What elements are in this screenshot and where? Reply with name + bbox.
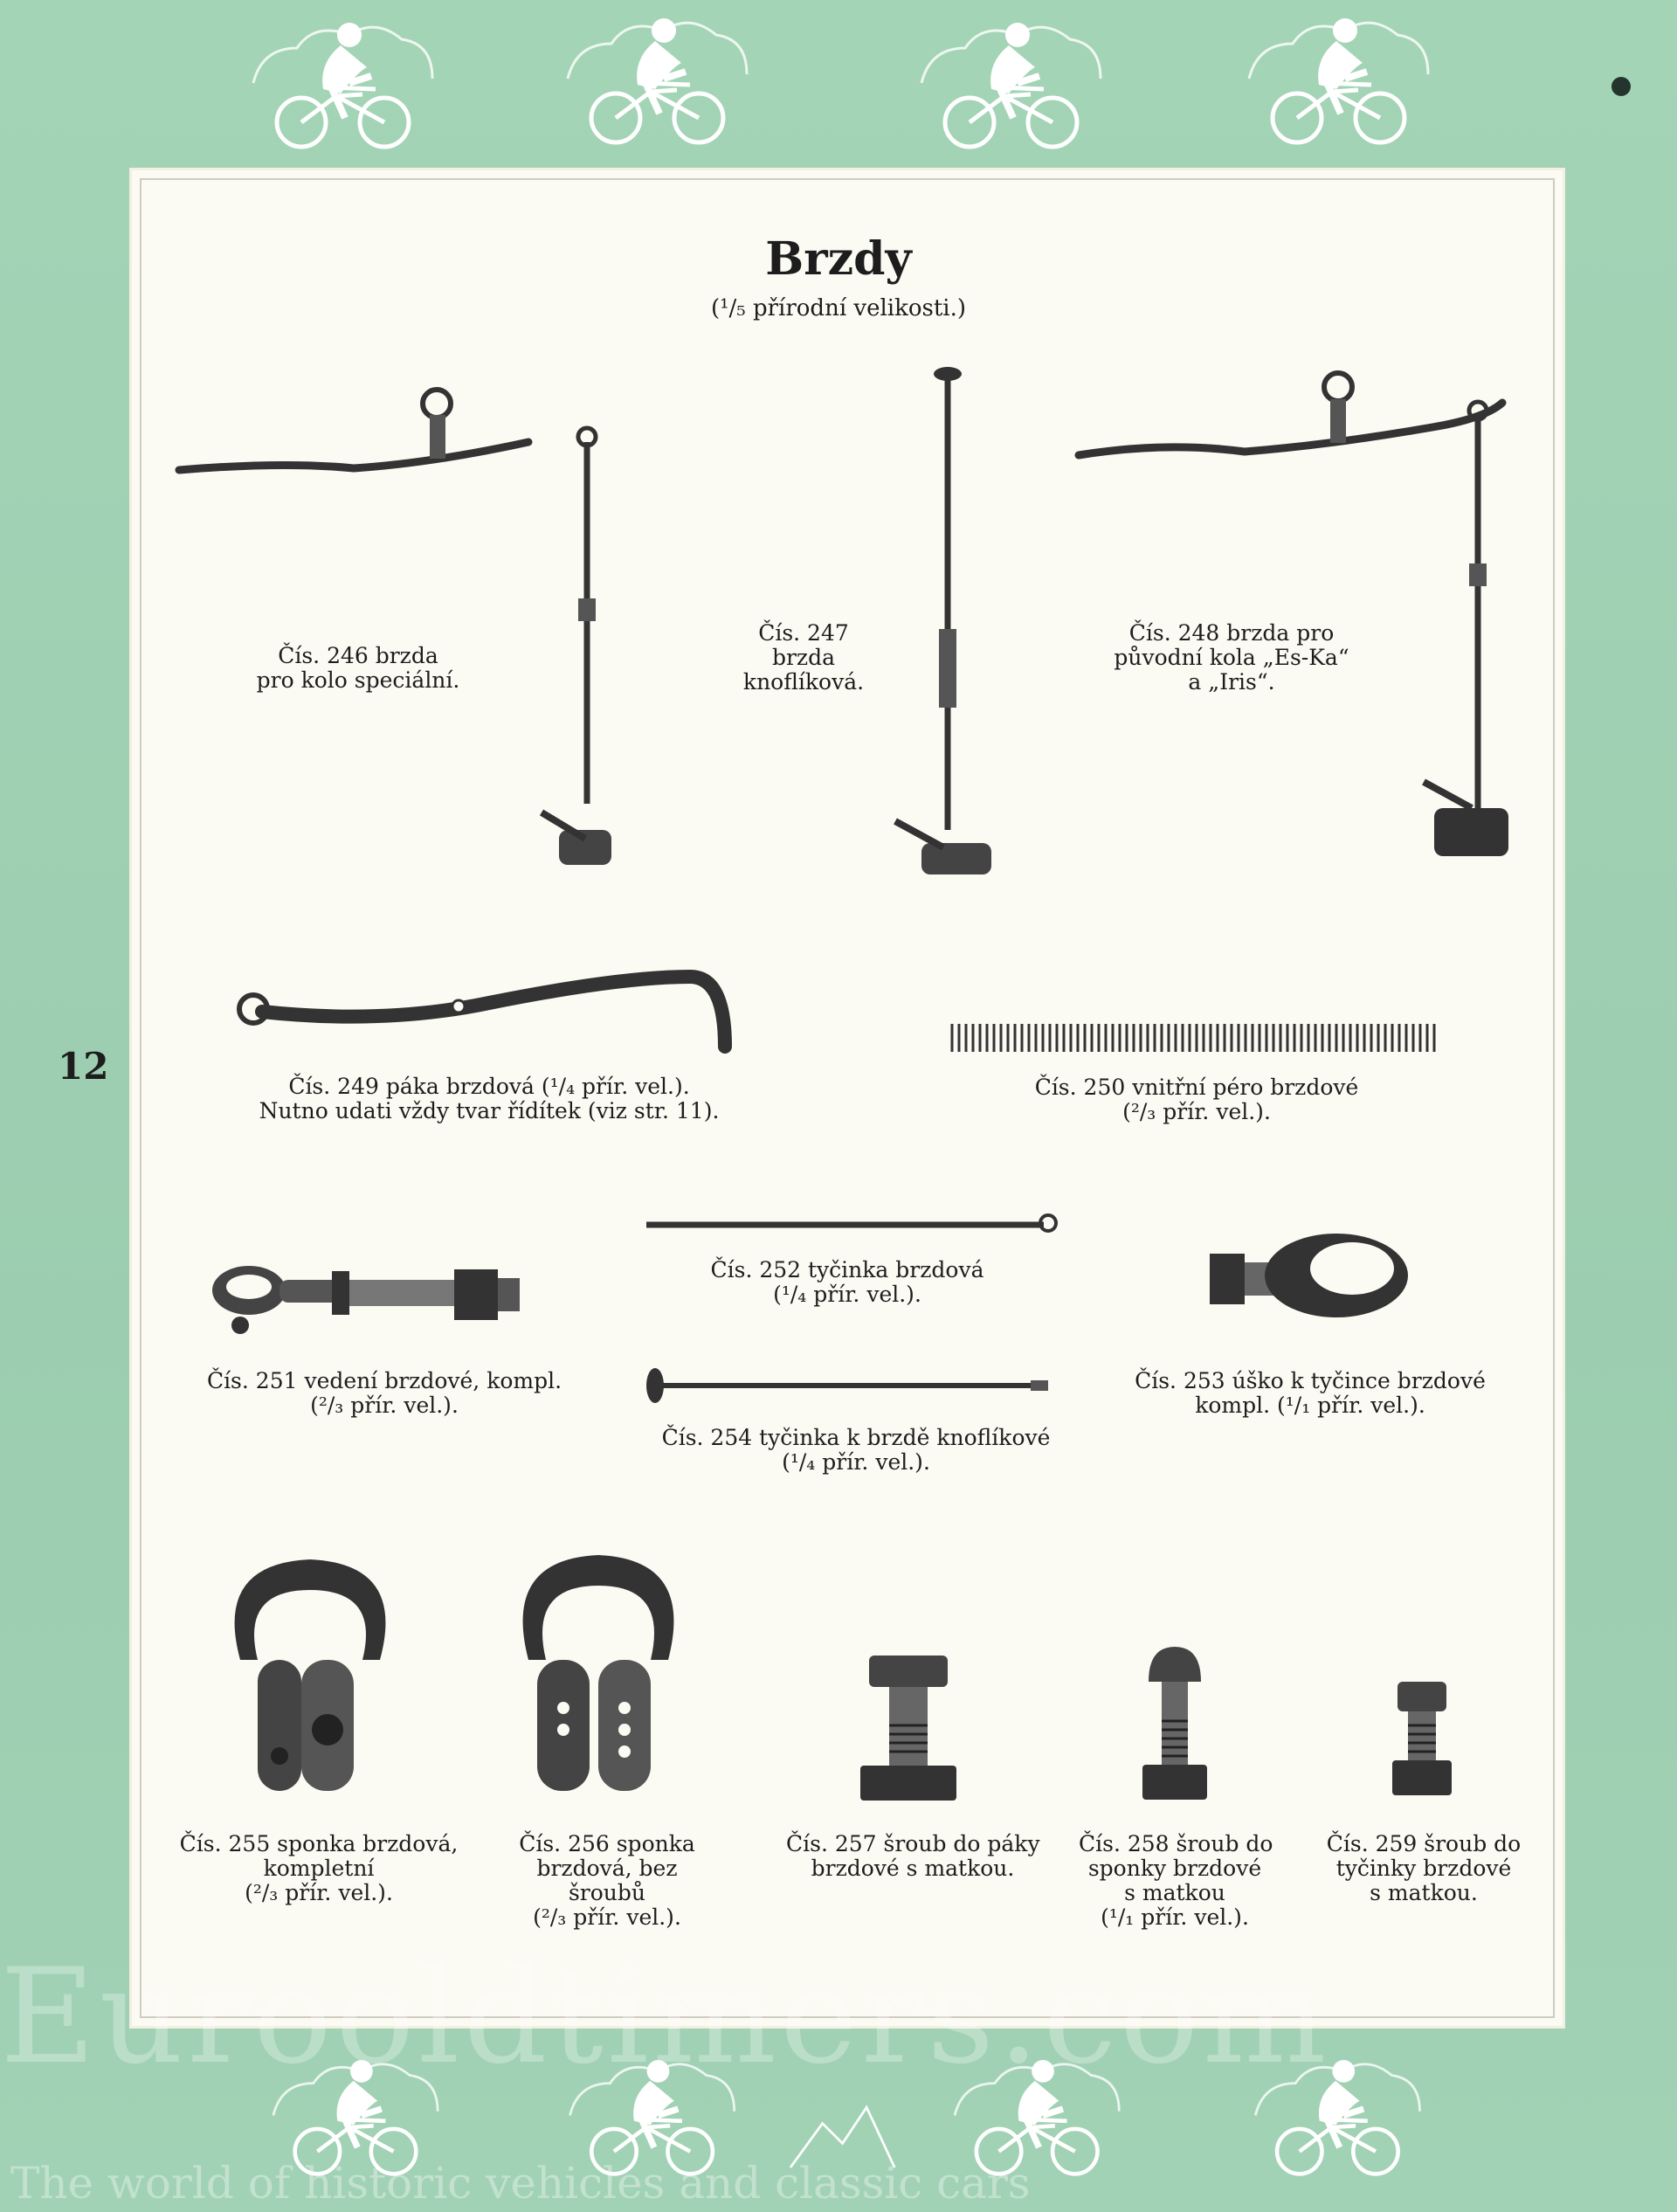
page-subtitle: (¹/₅ přírodní velikosti.) xyxy=(710,295,967,321)
guide-251-illustration xyxy=(201,1254,568,1358)
eyelet-253-illustration xyxy=(1205,1232,1432,1328)
caption-254: Čís. 254 tyčinka k brzdě knoflíkové (¹/₄ přír. vel.). xyxy=(661,1425,1051,1475)
caption-248: Čís. 248 brzda pro původní kola „Es-Ka“ a „Iris“. xyxy=(1114,620,1349,695)
caption-255: Čís. 255 sponka brzdová, kompletní (²/₃ přír. vel.). xyxy=(179,1831,459,1905)
bolt-259-illustration xyxy=(1389,1677,1459,1808)
caption-249: Čís. 249 páka brzdová (¹/₄ přír. vel.). Nutno udati vždy tvar řídítek (viz str. 11). xyxy=(259,1074,720,1123)
caption-246: Čís. 246 brzda pro kolo speciální. xyxy=(256,643,460,693)
caption-256: Čís. 256 sponka brzdová, bez šroubů (²/₃ přír. vel.). xyxy=(519,1831,695,1930)
caption-251: Čís. 251 vedení brzdové, kompl. (²/₃ přír. vel.). xyxy=(206,1368,562,1418)
page-title: Brzdy xyxy=(765,232,912,286)
spring-250-illustration xyxy=(952,1020,1441,1055)
caption-247: Čís. 247 brzda knoflíková. xyxy=(742,620,865,695)
bolt-257-illustration xyxy=(856,1651,970,1808)
brake-248-illustration xyxy=(1074,363,1529,865)
clamp-255-illustration xyxy=(223,1546,406,1808)
lever-249-illustration xyxy=(236,961,751,1057)
caption-250: Čís. 250 vnitřní péro brzdové (²/₃ přír. vel.). xyxy=(1034,1075,1359,1124)
page-number: 12 xyxy=(58,1045,109,1088)
punch-hole xyxy=(1611,77,1631,96)
clamp-256-illustration xyxy=(511,1542,694,1808)
caption-258: Čís. 258 šroub do sponky brzdové s matkou (¹/₁ přír. vel.). xyxy=(1079,1831,1273,1930)
rod-254-illustration xyxy=(646,1363,1057,1407)
rod-252-illustration xyxy=(642,1210,1061,1236)
bolt-258-illustration xyxy=(1135,1642,1214,1808)
caption-252: Čís. 252 tyčinka brzdová (¹/₄ přír. vel.). xyxy=(710,1257,984,1307)
cyclist-border-top xyxy=(0,0,1677,166)
watermark-tagline: The world of historic vehicles and classic cars xyxy=(10,2158,1031,2209)
watermark-text: Eurooldtimers.com xyxy=(0,1941,1330,2093)
brake-246-illustration xyxy=(175,367,611,891)
caption-253: Čís. 253 úško k tyčince brzdové kompl. (¹/₁ přír. vel.). xyxy=(1135,1368,1486,1418)
caption-257: Čís. 257 šroub do páky brzdové s matkou. xyxy=(786,1831,1040,1881)
caption-259: Čís. 259 šroub do tyčinky brzdové s matkou. xyxy=(1326,1831,1522,1905)
brake-247-illustration xyxy=(882,367,1022,882)
